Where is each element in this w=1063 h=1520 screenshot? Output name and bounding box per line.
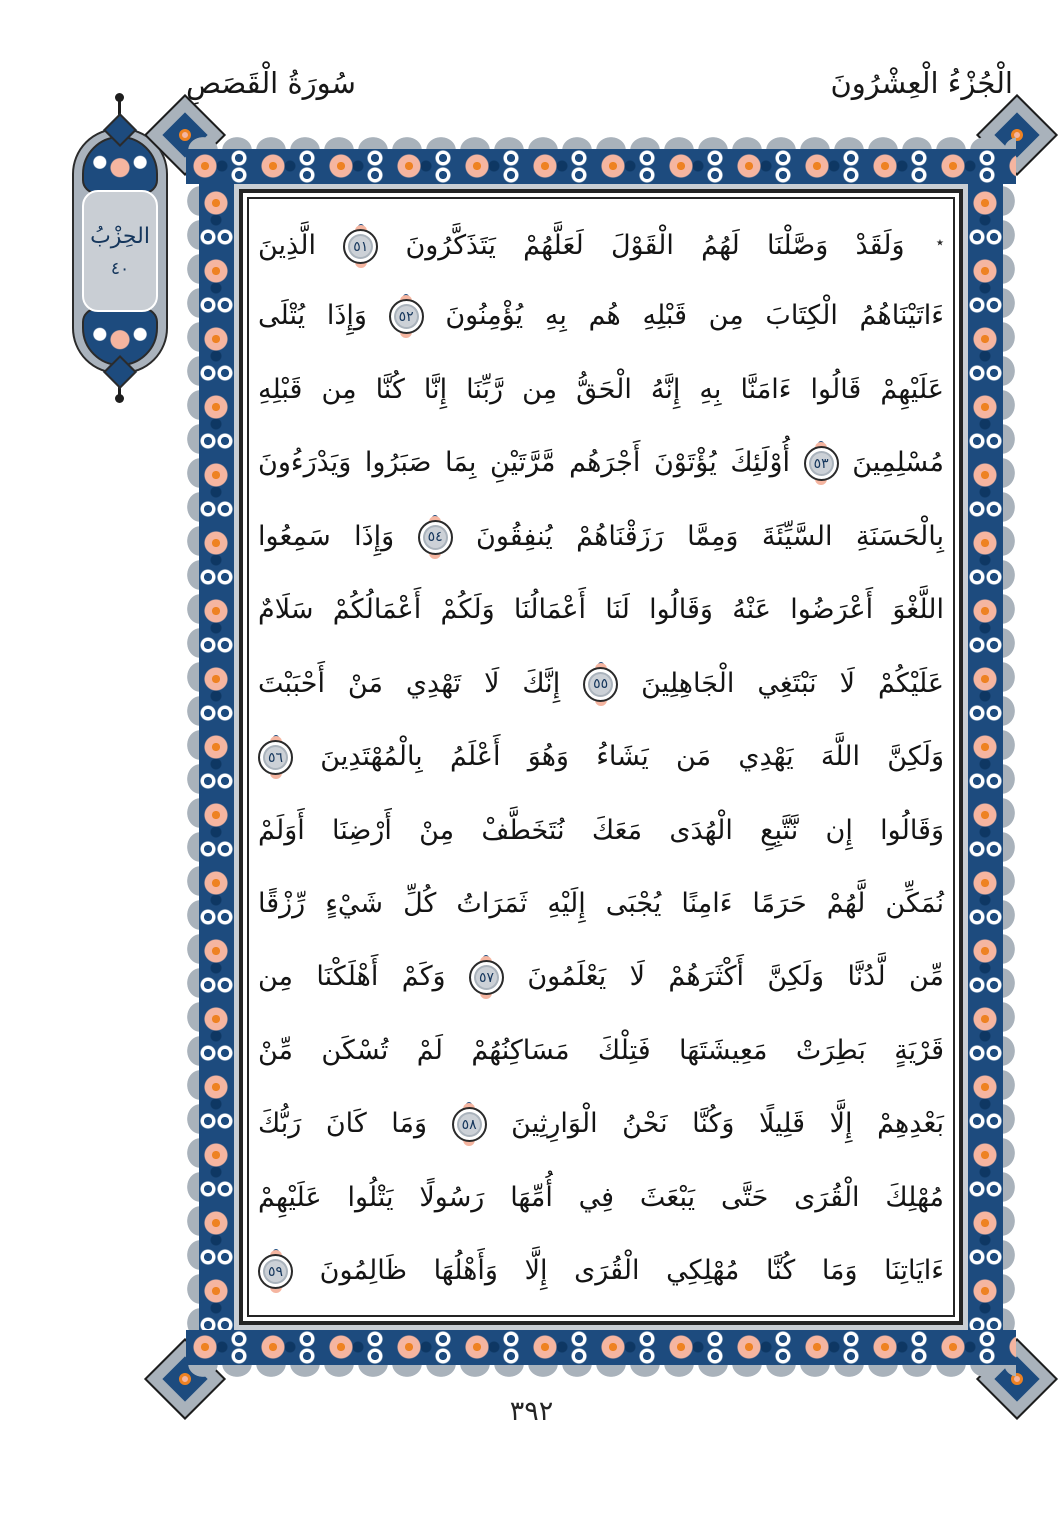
quran-line xyxy=(258,867,944,940)
ayah-text: نُمَكِّن لَّهُمْ حَرَمًا ءَامِنًا يُجْبَى إِلَيْهِ ثَمَرَاتُ كُلِّ شَيْءٍ رِّزْقًا xyxy=(258,887,944,919)
verse-number: ٥٧ xyxy=(478,969,494,986)
hizb-number: ٤٠ xyxy=(110,258,130,279)
ayah-text: عَلَيْهِمْ قَالُوا ءَامَنَّا بِهِ إِنَّهُ الْحَقُّ مِن رَّبِّنَا إِنَّا كُنَّا مِن قَبْلِهِ xyxy=(258,373,944,405)
verse-end-medallion xyxy=(389,299,424,334)
quran-line xyxy=(258,1087,944,1160)
ayah-text: مُسْلِمِينَ xyxy=(852,447,944,479)
quran-line xyxy=(258,279,944,352)
ayah-text: قَرْيَةٍ بَطِرَتْ مَعِيشَتَهَا فَتِلْكَ مَسَاكِنُهُمْ لَمْ تُسْكَن مِّنْ xyxy=(258,1034,944,1066)
ayah-text: إِنَّكَ لَا تَهْدِي مَنْ أَحْبَبْتَ xyxy=(258,667,561,699)
verse-end-medallion xyxy=(343,229,378,264)
verse-end-medallion xyxy=(452,1107,487,1142)
hizb-panel xyxy=(82,190,158,312)
ayah-text: ءَاتَيْنَاهُمُ الْكِتَابَ مِن قَبْلِهِ هُم بِهِ يُؤْمِنُونَ xyxy=(445,300,944,332)
verse-number: ٥٣ xyxy=(813,455,829,472)
ayah-text: أُوْلَئِكَ يُؤْتَوْنَ أَجْرَهُم مَّرَّتَيْنِ بِمَا صَبَرُوا وَيَدْرَءُونَ xyxy=(258,447,790,479)
verse-end-medallion xyxy=(469,960,504,995)
scallop-edge-bottom xyxy=(186,1365,1016,1378)
ayah-text: ءَايَاتِنَا وَمَا كُنَّا مُهْلِكِي الْقُرَى إِلَّا وَأَهْلُهَا ظَالِمُونَ xyxy=(319,1255,944,1287)
ayah-text: وَلَكِنَّ اللَّهَ يَهْدِي مَن يَشَاءُ وَهُوَ أَعْلَمُ بِالْمُهْتَدِينَ xyxy=(320,741,944,773)
rub-el-hizb-icon: ٭ xyxy=(935,233,944,251)
verse-number: ٥٢ xyxy=(398,308,414,325)
ornamental-border-left xyxy=(186,184,234,1330)
ornamental-border-bottom xyxy=(186,1330,1016,1378)
quran-line xyxy=(258,206,944,279)
quran-line xyxy=(258,1014,944,1087)
verse-number: ٥٨ xyxy=(461,1116,477,1133)
ayah-text: وَإِذَا يُتْلَى xyxy=(258,300,367,332)
ayah-text: بَعْدِهِمْ إِلَّا قَلِيلًا وَكُنَّا نَحْنُ الْوَارِثِينَ xyxy=(511,1108,944,1140)
quran-line xyxy=(258,353,944,426)
verse-number: ٥١ xyxy=(353,238,369,255)
ornamental-frame xyxy=(186,136,1016,1378)
quran-line xyxy=(258,500,944,573)
scallop-edge-right xyxy=(1003,184,1016,1330)
verse-end-medallion xyxy=(418,520,453,555)
quran-line xyxy=(258,1234,944,1307)
ayah-text: وَإِذَا سَمِعُوا xyxy=(258,520,395,552)
ayah-text: وَلَقَدْ وَصَّلْنَا لَهُمُ الْقَوْلَ لَعَلَّهُمْ يَتَذَكَّرُونَ xyxy=(405,230,905,261)
ayah-text: وَكَمْ أَهْلَكْنَا مِن xyxy=(258,961,446,993)
quran-lines xyxy=(258,206,944,1308)
hizb-label: الحِزْبُ xyxy=(90,223,150,249)
arabesque-band-left xyxy=(199,184,234,1330)
verse-number: ٥٤ xyxy=(427,529,443,546)
verse-end-medallion xyxy=(258,1254,293,1289)
quran-line xyxy=(258,573,944,646)
arabesque-band-right xyxy=(968,184,1003,1330)
ayah-text: عَلَيْكُمْ لَا نَبْتَغِي الْجَاهِلِينَ xyxy=(641,667,945,699)
verse-number: ٥٥ xyxy=(593,676,609,693)
quran-line xyxy=(258,720,944,793)
scallop-edge-top xyxy=(186,136,1016,149)
ornamental-border-right xyxy=(968,184,1016,1330)
arabesque-band-top xyxy=(186,149,1016,184)
ayah-text: مُهْلِكَ الْقُرَى حَتَّى يَبْعَثَ فِي أُمِّهَا رَسُولًا يَتْلُوا عَلَيْهِمْ xyxy=(258,1181,944,1213)
arabesque-band-bottom xyxy=(186,1330,1016,1365)
verse-end-medallion xyxy=(804,446,839,481)
ayah-text: وَقَالُوا إِن نَّتَّبِعِ الْهُدَى مَعَكَ نُتَخَطَّفْ مِنْ أَرْضِنَا أَوَلَمْ xyxy=(258,814,944,846)
ayah-text: مِّن لَّدُنَّا وَلَكِنَّ أَكْثَرَهُمْ لَا يَعْلَمُونَ xyxy=(527,961,944,993)
ornamental-border-top xyxy=(186,136,1016,184)
scallop-edge-left xyxy=(186,184,199,1330)
quran-line xyxy=(258,647,944,720)
ayah-text: وَمَا كَانَ رَبُّكَ xyxy=(258,1108,428,1140)
page-number: ٣٩٢ xyxy=(509,1396,554,1427)
ayah-text: بِالْحَسَنَةِ السَّيِّئَةَ وَمِمَّا رَزَقْنَاهُمْ يُنفِقُونَ xyxy=(476,520,944,552)
quran-line xyxy=(258,426,944,499)
quran-line xyxy=(258,940,944,1013)
verse-end-medallion xyxy=(583,667,618,702)
ayah-text: الَّذِينَ xyxy=(258,230,316,261)
verse-end-medallion xyxy=(258,740,293,775)
juz-name-header: الْجُزْءُ الْعِشْرُونَ xyxy=(830,66,1013,100)
verse-number: ٥٩ xyxy=(267,1263,284,1280)
surah-name-header: سُورَةُ الْقَصَصِ xyxy=(186,66,356,100)
quran-line xyxy=(258,794,944,867)
ayah-text: اللَّغْوَ أَعْرَضُوا عَنْهُ وَقَالُوا لَنَا أَعْمَالُنَا وَلَكُمْ أَعْمَالُكُمْ سَلَامٌ xyxy=(258,594,944,626)
quran-line xyxy=(258,1161,944,1234)
verse-number: ٥٦ xyxy=(267,749,284,766)
